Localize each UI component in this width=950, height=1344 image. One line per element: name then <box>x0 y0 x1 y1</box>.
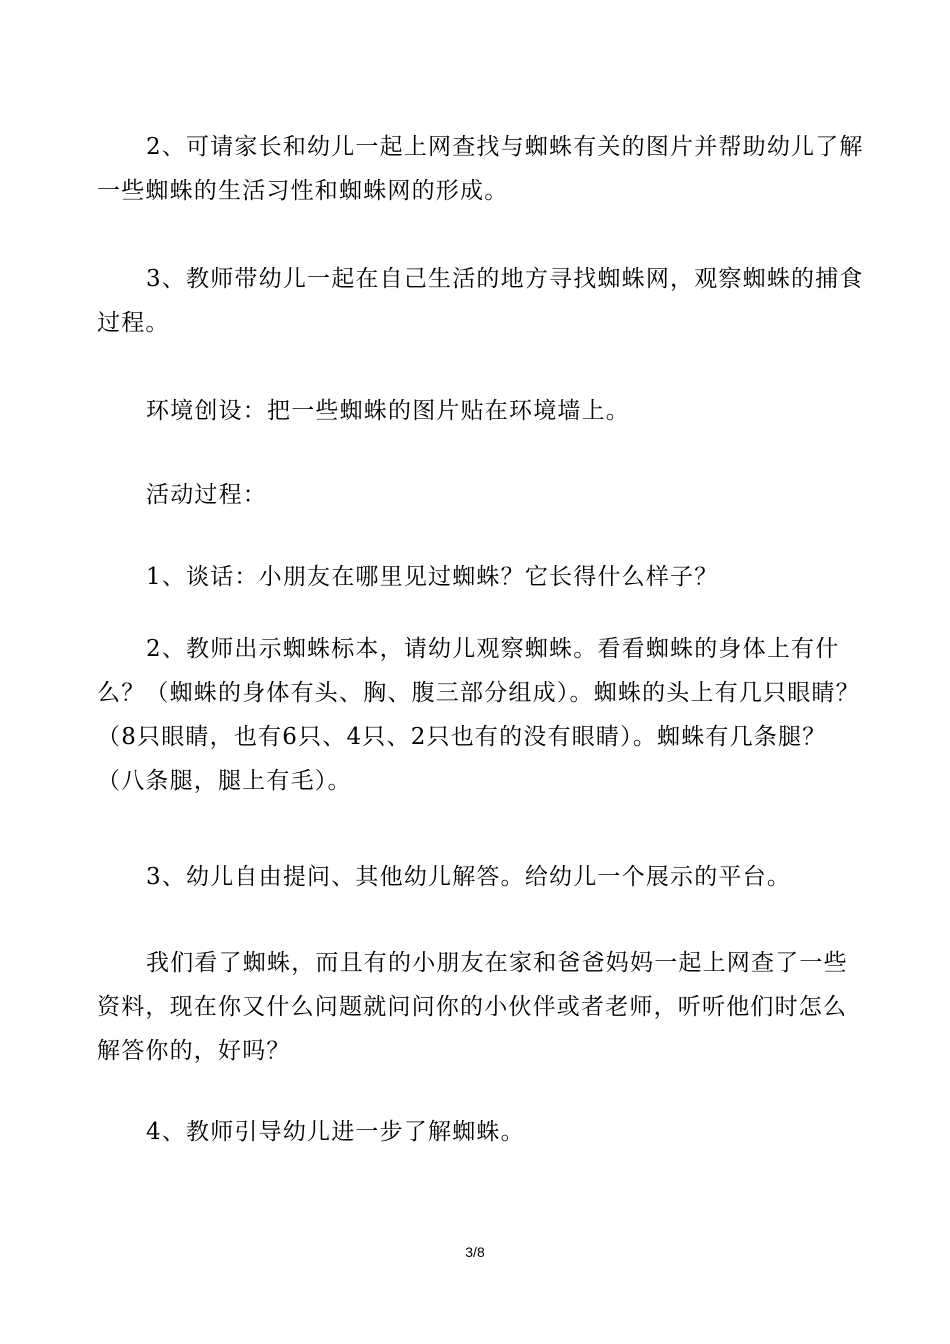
paragraph-step-1: 1、谈话：小朋友在哪里见过蜘蛛？它长得什么样子？ <box>146 564 719 590</box>
paragraph-step-3-prompt: 我们看了蜘蛛，而且有的小朋友在家和爸爸妈妈一起上网查了一些资料，现在你又什么问题就问问你的小伙伴或者老师，听听他们时怎么解答你的，好吗？ <box>97 950 848 1064</box>
paragraph-preparation-3: 3、教师带幼儿一起在自己生活的地方寻找蜘蛛网，观察蜘蛛的捕食过程。 <box>97 266 864 336</box>
paragraph-environment-setup: 环境创设：把一些蜘蛛的图片贴在环境墙上。 <box>146 398 630 424</box>
page-number: 3/8 <box>465 1244 485 1260</box>
paragraph-step-3: 3、幼儿自由提问、其他幼儿解答。给幼儿一个展示的平台。 <box>146 864 792 890</box>
paragraph-activity-process-heading: 活动过程： <box>146 482 267 508</box>
paragraph-step-4: 4、教师引导幼儿进一步了解蜘蛛。 <box>146 1119 525 1145</box>
paragraph-preparation-2: 2、可请家长和幼儿一起上网查找与蜘蛛有关的图片并帮助幼儿了解一些蜘蛛的生活习性和蜘蛛网的形成。 <box>97 134 864 204</box>
paragraph-step-2: 2、教师出示蜘蛛标本，请幼儿观察蜘蛛。看看蜘蛛的身体上有什么？（蜘蛛的身体有头、胸、腹三部分组成）。蜘蛛的头上有几只眼睛？（8只眼睛，也有6只、4只、2只也有的没有眼睛）。蜘蛛有几条腿？（八条腿，腿上有毛）。 <box>97 636 860 794</box>
